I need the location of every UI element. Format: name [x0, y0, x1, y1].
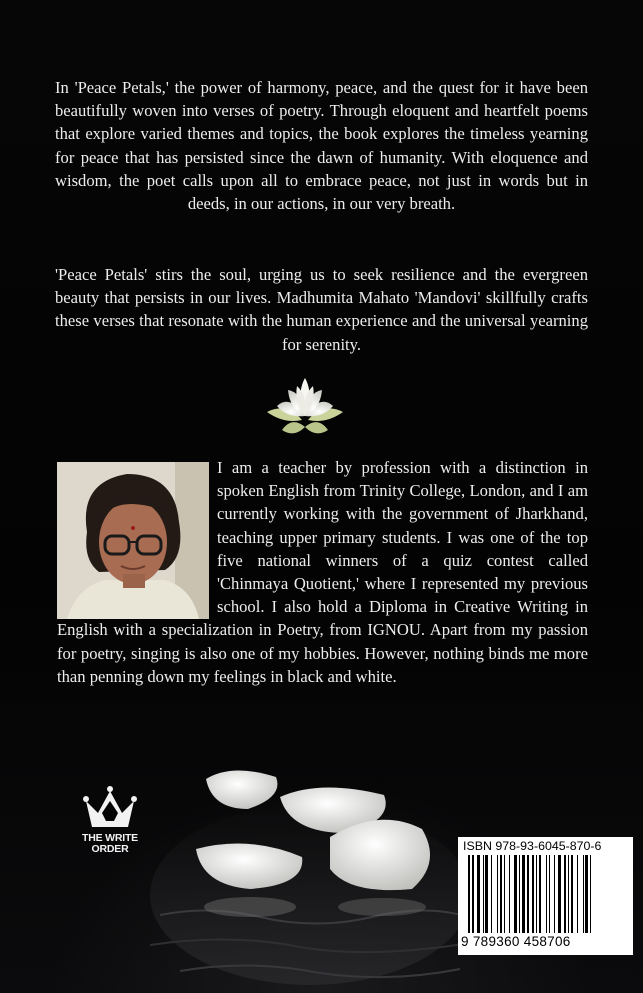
publisher-name-line1: THE WRITE [82, 832, 138, 844]
isbn-label: ISBN 978-93-6045-870-6 [463, 839, 602, 853]
barcode-bar [532, 855, 534, 933]
barcode-bar [590, 855, 591, 933]
barcode-bar [564, 855, 566, 933]
barcode-bar [583, 855, 584, 933]
barcode-bar [483, 855, 484, 933]
barcode-bar [514, 855, 516, 933]
barcode-bar [539, 855, 541, 933]
barcode-bar [485, 855, 487, 933]
barcode-bar [546, 855, 547, 933]
barcode-digits: 9 789360 458706 [461, 934, 571, 949]
barcode-bar [497, 855, 498, 933]
barcode-bar [536, 855, 537, 933]
barcode-bars [468, 855, 628, 933]
barcode-bar [472, 855, 473, 933]
barcode-bar [571, 855, 573, 933]
publisher-name-line2: ORDER [91, 843, 129, 855]
barcode-bar [504, 855, 505, 933]
barcode-bar [527, 855, 528, 933]
author-bio-text: I am a teacher by profession with a distinction in spoken English from Trinity College, London, and I am currently working with the government of Jharkhand, teaching upper primary students. I was one of the top five national winners of a quiz contest called 'Chinmaya Quotient,' where I represented my previous school. I also hold a Diploma in Creative Writing in English with a specialization in Poetry, from IGNOU. Apart from my passion for poetry, singing is also one of my hobbies. However, nothing binds me more than penning down my feelings in black and white. [57, 458, 588, 686]
barcode-bar [509, 855, 510, 933]
barcode-bar [585, 855, 587, 933]
barcode-bar [519, 855, 520, 933]
barcode-bar [500, 855, 502, 933]
barcode-bar [477, 855, 481, 933]
barcode-bar [549, 855, 550, 933]
barcode-bar [468, 855, 470, 933]
barcode-bar [491, 855, 492, 933]
publisher-logo-text [70, 833, 150, 855]
barcode-bar [558, 855, 562, 933]
barcode-bar [522, 855, 526, 933]
blurb-paragraph-2: 'Peace Petals' stirs the soul, urging us to seek resilience and the evergreen beauty that persists in our lives. Madhumita Mahato 'Mandovi' skillfully crafts these verses that resonate with the human experience and the universal yearning for serenity. [55, 265, 588, 354]
blurb-paragraph-1: In 'Peace Petals,' the power of harmony, peace, and the quest for it have been beautifully woven into verses of poetry. Through eloquent and heartfelt poems that explore varied themes and topics, the book explores the timeless yearning for peace that has persisted since the dawn of humanity. With eloquence and wisdom, the poet calls upon all to embrace peace, not just in words but in deeds, in our actions, in our very breath. [55, 78, 588, 214]
barcode-bar [554, 855, 555, 933]
isbn-barcode [458, 837, 633, 955]
lotus-flower-icon [262, 372, 348, 442]
author-bio [57, 456, 588, 688]
barcode-bar [568, 855, 569, 933]
barcode-bar [577, 855, 578, 933]
floating-petals-image [150, 745, 470, 993]
